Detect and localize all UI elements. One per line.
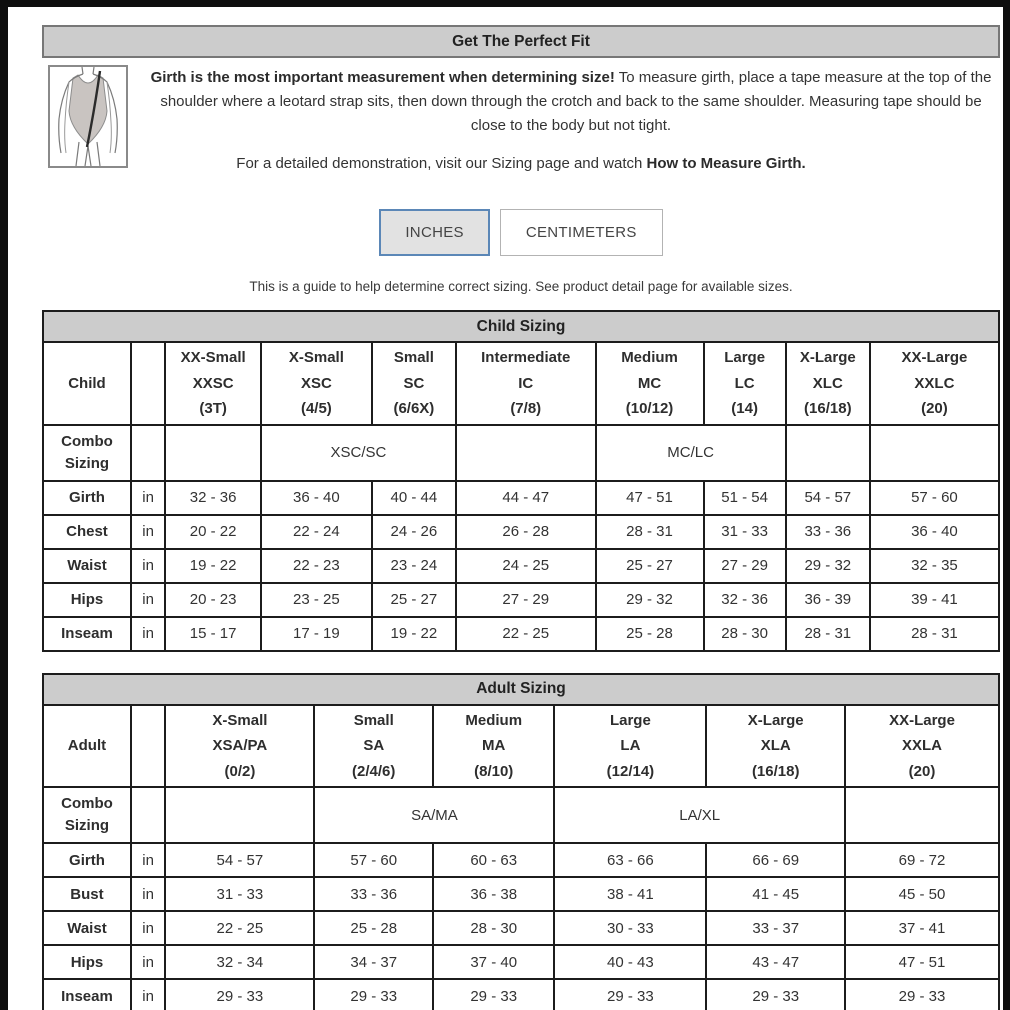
column-name: Small	[353, 711, 394, 729]
table-row	[43, 617, 999, 651]
column-name: XX-Large	[901, 349, 968, 366]
unit-cell: in	[131, 481, 165, 515]
size-cell: 17 - 19	[261, 617, 372, 651]
girth-instructions-bold: Girth is the most important measurement when determining size!	[150, 69, 615, 86]
column-code: XLA	[760, 737, 791, 754]
column-header	[554, 705, 706, 788]
size-cell: 57 - 60	[870, 481, 999, 515]
size-cell: 33 - 37	[706, 911, 845, 945]
size-cell: 44 - 47	[456, 481, 596, 515]
size-cell: 22 - 25	[165, 911, 314, 945]
combo-label: Combo Sizing	[43, 425, 131, 481]
column-name: XX-Small	[180, 349, 246, 366]
size-cell: 20 - 22	[165, 515, 261, 549]
size-cell: 37 - 40	[433, 945, 554, 979]
combo-cell	[870, 425, 999, 481]
size-cell: 57 - 60	[314, 843, 433, 877]
row-label: Inseam	[43, 979, 131, 1010]
centimeters-button[interactable]: CENTIMETERS	[500, 209, 663, 256]
column-name: Large	[609, 711, 651, 729]
size-cell: 32 - 35	[870, 549, 999, 583]
size-cell: 39 - 41	[870, 583, 999, 617]
column-code: MA	[482, 737, 506, 754]
column-name: X-Large	[747, 711, 804, 729]
size-cell: 25 - 28	[314, 911, 433, 945]
combo-label: Combo Sizing	[43, 787, 131, 843]
column-name: Intermediate	[481, 349, 571, 366]
size-cell: 29 - 33	[433, 979, 554, 1010]
unit-cell	[131, 787, 165, 843]
size-cell: 43 - 47	[706, 945, 845, 979]
corner-label: Child	[43, 342, 131, 425]
column-name: X-Small	[212, 711, 268, 729]
column-name: Medium	[465, 711, 523, 729]
size-cell: 34 - 37	[314, 945, 433, 979]
column-header	[372, 342, 456, 425]
adult-sizing-table	[42, 673, 1000, 1010]
size-cell: 22 - 25	[456, 617, 596, 651]
column-code: XLC	[812, 374, 843, 392]
column-code: SC	[403, 374, 425, 392]
size-cell: 31 - 33	[704, 515, 786, 549]
table-row	[43, 583, 999, 617]
column-range: (2/4/6)	[352, 762, 396, 780]
size-cell: 60 - 63	[433, 843, 554, 877]
size-cell: 38 - 41	[554, 877, 706, 911]
size-cell: 32 - 36	[165, 481, 261, 515]
row-label: Chest	[43, 515, 131, 549]
size-cell: 33 - 36	[314, 877, 433, 911]
demo-prefix: For a detailed demonstration, visit our Sizing page and watch	[236, 155, 647, 172]
column-header	[706, 705, 845, 788]
girth-instructions-body: To measure girth, place a tape measure at the top of the shoulder where a leotard strap sits, then down through the crotch and back to the same shoulder. Measuring tape should be close to the body but not tight.	[160, 69, 992, 134]
unit-cell: in	[131, 945, 165, 979]
leotard-girth-diagram-icon	[50, 67, 126, 166]
size-cell: 29 - 33	[165, 979, 314, 1010]
size-cell: 63 - 66	[554, 843, 706, 877]
column-code: IC	[518, 374, 534, 392]
column-range: (14)	[731, 400, 758, 417]
column-range: (12/14)	[606, 762, 655, 780]
column-code: XXLA	[902, 737, 943, 754]
combo-cell: XSC/SC	[261, 425, 456, 481]
size-cell: 47 - 51	[845, 945, 999, 979]
table-title: Adult Sizing	[43, 674, 999, 705]
size-cell: 27 - 29	[456, 583, 596, 617]
table-row	[43, 945, 999, 979]
table-row	[43, 979, 999, 1010]
table-row	[43, 481, 999, 515]
size-cell: 54 - 57	[786, 481, 870, 515]
size-cell: 66 - 69	[706, 843, 845, 877]
column-range: (3T)	[199, 400, 227, 417]
unit-header-cell	[131, 342, 165, 425]
row-label: Bust	[43, 877, 131, 911]
column-code: XSC	[300, 374, 332, 392]
inches-button[interactable]: INCHES	[379, 209, 489, 256]
demo-line	[42, 155, 1000, 172]
size-cell: 51 - 54	[704, 481, 786, 515]
unit-cell: in	[131, 549, 165, 583]
unit-cell: in	[131, 979, 165, 1010]
size-cell: 26 - 28	[456, 515, 596, 549]
size-cell: 40 - 43	[554, 945, 706, 979]
column-range: (4/5)	[300, 400, 332, 417]
column-range: (20)	[921, 400, 948, 417]
size-cell: 54 - 57	[165, 843, 314, 877]
size-cell: 37 - 41	[845, 911, 999, 945]
size-cell: 15 - 17	[165, 617, 261, 651]
column-code: LA	[620, 737, 641, 754]
size-cell: 27 - 29	[704, 549, 786, 583]
column-name: Small	[393, 349, 434, 366]
size-cell: 36 - 39	[786, 583, 870, 617]
size-cell: 25 - 27	[372, 583, 456, 617]
size-cell: 45 - 50	[845, 877, 999, 911]
column-range: (10/12)	[625, 400, 674, 417]
column-code: MC	[637, 374, 662, 392]
girth-instructions	[146, 63, 996, 138]
size-cell: 28 - 31	[870, 617, 999, 651]
column-header	[433, 705, 554, 788]
size-cell: 20 - 23	[165, 583, 261, 617]
size-cell: 31 - 33	[165, 877, 314, 911]
unit-cell: in	[131, 877, 165, 911]
combo-cell	[786, 425, 870, 481]
size-cell: 23 - 24	[372, 549, 456, 583]
column-header	[456, 342, 596, 425]
size-cell: 29 - 33	[845, 979, 999, 1010]
unit-cell: in	[131, 583, 165, 617]
size-cell: 29 - 32	[786, 549, 870, 583]
child-sizing-table	[42, 310, 1000, 652]
column-range: (16/18)	[751, 762, 800, 780]
table-row	[43, 911, 999, 945]
unit-cell: in	[131, 911, 165, 945]
column-header	[165, 705, 314, 788]
page-background	[8, 7, 1003, 1010]
column-code: XSA/PA	[212, 737, 268, 754]
size-cell: 28 - 30	[433, 911, 554, 945]
row-label: Girth	[43, 843, 131, 877]
size-cell: 24 - 25	[456, 549, 596, 583]
column-code: SA	[363, 737, 385, 754]
size-cell: 32 - 34	[165, 945, 314, 979]
column-code: XXLC	[914, 374, 955, 392]
column-range: (7/8)	[510, 400, 542, 417]
girth-figure	[48, 65, 128, 168]
unit-cell: in	[131, 617, 165, 651]
column-range: (20)	[908, 762, 936, 780]
size-cell: 36 - 38	[433, 877, 554, 911]
demo-bold: How to Measure Girth.	[646, 155, 806, 172]
combo-cell	[845, 787, 999, 843]
column-header	[165, 342, 261, 425]
size-cell: 28 - 30	[704, 617, 786, 651]
row-label: Hips	[43, 945, 131, 979]
column-header	[596, 342, 704, 425]
size-cell: 32 - 36	[704, 583, 786, 617]
size-cell: 29 - 33	[706, 979, 845, 1010]
column-code: XXSC	[192, 374, 234, 392]
size-cell: 30 - 33	[554, 911, 706, 945]
column-name: XX-Large	[889, 711, 955, 729]
size-cell: 19 - 22	[372, 617, 456, 651]
column-header	[845, 705, 999, 788]
size-cell: 23 - 25	[261, 583, 372, 617]
size-cell: 33 - 36	[786, 515, 870, 549]
unit-cell: in	[131, 515, 165, 549]
row-label: Waist	[43, 911, 131, 945]
size-cell: 24 - 26	[372, 515, 456, 549]
size-cell: 69 - 72	[845, 843, 999, 877]
combo-cell: SA/MA	[314, 787, 554, 843]
column-range: (0/2)	[224, 762, 256, 780]
column-header	[261, 342, 372, 425]
column-header	[870, 342, 999, 425]
size-cell: 41 - 45	[706, 877, 845, 911]
size-cell: 22 - 23	[261, 549, 372, 583]
row-label: Inseam	[43, 617, 131, 651]
page-title: Get The Perfect Fit	[42, 25, 1000, 58]
combo-cell	[165, 787, 314, 843]
intro-section	[42, 63, 1000, 173]
column-range: (8/10)	[474, 762, 514, 780]
column-range: (16/18)	[804, 400, 852, 417]
size-cell: 36 - 40	[870, 515, 999, 549]
table-row	[43, 549, 999, 583]
column-code: LC	[734, 374, 755, 392]
unit-toggle	[42, 209, 1000, 256]
column-name: X-Small	[288, 349, 344, 366]
size-cell: 29 - 33	[314, 979, 433, 1010]
corner-label: Adult	[43, 705, 131, 788]
combo-cell: MC/LC	[596, 425, 786, 481]
size-cell: 29 - 32	[596, 583, 704, 617]
size-cell: 47 - 51	[596, 481, 704, 515]
size-cell: 25 - 27	[596, 549, 704, 583]
sizing-guide-content	[8, 7, 1003, 1010]
column-header	[786, 342, 870, 425]
size-cell: 29 - 33	[554, 979, 706, 1010]
table-row	[43, 843, 999, 877]
column-name: Medium	[621, 349, 678, 366]
size-cell: 19 - 22	[165, 549, 261, 583]
table-row	[43, 877, 999, 911]
size-cell: 36 - 40	[261, 481, 372, 515]
row-label: Hips	[43, 583, 131, 617]
unit-header-cell	[131, 705, 165, 788]
size-cell: 40 - 44	[372, 481, 456, 515]
combo-cell	[165, 425, 261, 481]
row-label: Waist	[43, 549, 131, 583]
unit-cell: in	[131, 843, 165, 877]
column-range: (6/6X)	[393, 400, 435, 417]
combo-cell: LA/XL	[554, 787, 845, 843]
size-cell: 22 - 24	[261, 515, 372, 549]
column-name: Large	[724, 349, 766, 366]
table-title: Child Sizing	[43, 311, 999, 342]
combo-cell	[456, 425, 596, 481]
guide-note: This is a guide to help determine correct sizing. See product detail page for available sizes.	[249, 279, 793, 294]
size-cell: 25 - 28	[596, 617, 704, 651]
size-cell: 28 - 31	[786, 617, 870, 651]
table-row	[43, 515, 999, 549]
unit-cell	[131, 425, 165, 481]
column-name: X-Large	[799, 349, 856, 366]
row-label: Girth	[43, 481, 131, 515]
column-header	[314, 705, 433, 788]
size-cell: 28 - 31	[596, 515, 704, 549]
column-header	[704, 342, 786, 425]
